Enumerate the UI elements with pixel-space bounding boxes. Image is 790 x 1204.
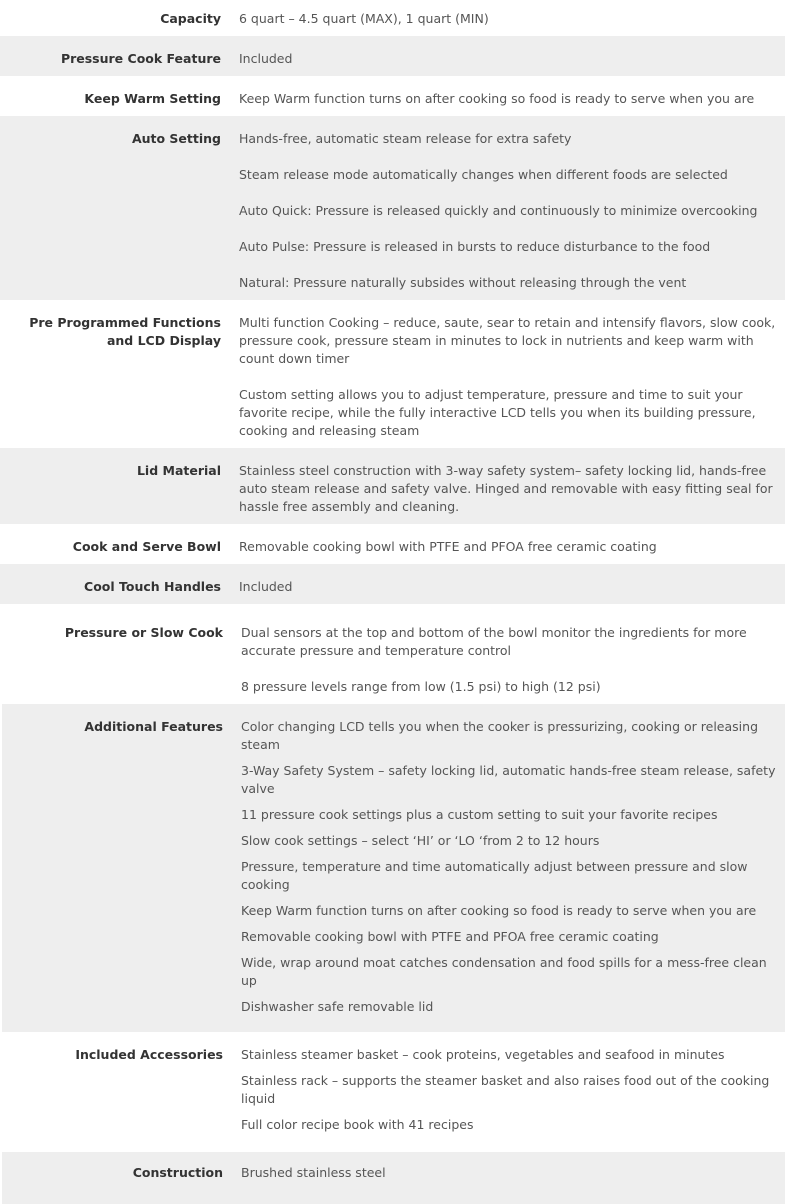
spec-value-text: Pressure, temperature and time automatically adjust between pressure and slow cooking	[241, 859, 748, 892]
spec-value-text: Stainless steel construction with 3-way safety system– safety locking lid, hands-free auto steam release and safety valve. Hinged and removable with easy fitting seal for hassle free assembly and cleaning.	[239, 463, 773, 514]
spec-value	[239, 130, 787, 292]
spec-value-text: 11 pressure cook settings plus a custom setting to suit your favorite recipes	[241, 807, 718, 822]
spec-value	[241, 1164, 786, 1182]
spec-value-text: Dishwasher safe removable lid	[241, 999, 434, 1014]
spec-value-text: Included	[239, 579, 293, 594]
spec-row-capacity	[0, 0, 785, 36]
spec-value-text: 3-Way Safety System – safety locking lid, automatic hands-free steam release, safety valve	[241, 763, 776, 796]
spec-label: Lid Material	[136, 463, 221, 478]
spec-label: Keep Warm Setting	[84, 91, 221, 106]
spec-value-text: Brushed stainless steel	[241, 1165, 386, 1180]
spec-value	[239, 90, 787, 108]
spec-value-text: Wide, wrap around moat catches condensation and food spills for a mess-free clean up	[241, 955, 767, 988]
spec-value-text: 6 quart – 4.5 quart (MAX), 1 quart (MIN)	[239, 11, 489, 26]
spec-label: Included Accessories	[75, 1047, 223, 1062]
spec-value-text: Hands-free, automatic steam release for extra safety	[239, 131, 572, 146]
spec-row-cook-and-serve-bowl	[0, 524, 785, 564]
spec-label: Additional Features	[84, 719, 223, 734]
spec-row-keep-warm-setting	[0, 76, 785, 116]
spec-value	[239, 578, 787, 596]
spec-row-lid-material	[0, 448, 785, 524]
spec-label: Construction	[132, 1165, 223, 1180]
spec-row-construction	[2, 1152, 785, 1204]
spec-value	[239, 462, 787, 516]
spec-value-text: Color changing LCD tells you when the cooker is pressurizing, cooking or releasing steam	[241, 719, 758, 752]
spec-value-text: Auto Quick: Pressure is released quickly and continuously to minimize overcooking	[239, 203, 758, 218]
spec-label: Capacity	[160, 11, 221, 26]
spec-value-text: Stainless rack – supports the steamer basket and also raises food out of the cooking liquid	[241, 1073, 770, 1106]
spec-value	[239, 538, 787, 556]
spec-value-text: Dual sensors at the top and bottom of the bowl monitor the ingredients for more accurate pressure and temperature control	[241, 625, 747, 658]
spec-row-pre-programmed-functions	[0, 300, 785, 448]
spec-value-text: Removable cooking bowl with PTFE and PFOA free ceramic coating	[241, 929, 659, 944]
spec-label: Auto Setting	[131, 131, 221, 146]
spec-value	[239, 10, 787, 28]
spec-label: Pressure Cook Feature	[60, 51, 221, 66]
spec-label: Cool Touch Handles	[84, 579, 221, 594]
spec-value-text: Removable cooking bowl with PTFE and PFOA free ceramic coating	[239, 539, 657, 554]
spec-value-text: Keep Warm function turns on after cooking so food is ready to serve when you are	[241, 903, 757, 918]
spec-value-text: 8 pressure levels range from low (1.5 psi) to high (12 psi)	[241, 679, 601, 694]
spec-value	[241, 1046, 786, 1134]
spec-row-auto-setting	[0, 116, 785, 300]
spec-row-included-accessories	[0, 1032, 785, 1152]
spec-row-pressure-cook-feature	[0, 36, 785, 76]
spec-value-text: Steam release mode automatically changes when different foods are selected	[239, 167, 728, 182]
spec-value	[239, 314, 787, 440]
spec-value	[241, 624, 786, 696]
spec-label: Cook and Serve Bowl	[72, 539, 221, 554]
spec-row-additional-features	[2, 704, 785, 1032]
spec-value-text: Auto Pulse: Pressure is released in bursts to reduce disturbance to the food	[239, 239, 711, 254]
spec-value-text: Slow cook settings – select ‘HI’ or ‘LO ‘from 2 to 12 hours	[241, 833, 600, 848]
spec-row-pressure-or-slow-cook	[0, 604, 785, 704]
spec-label: Pressure or Slow Cook	[64, 625, 223, 640]
spec-value-text: Full color recipe book with 41 recipes	[241, 1117, 474, 1132]
spec-value-text: Stainless steamer basket – cook proteins, vegetables and seafood in minutes	[241, 1047, 725, 1062]
spec-value-text: Keep Warm function turns on after cooking so food is ready to serve when you are	[239, 91, 755, 106]
spec-value	[239, 50, 787, 68]
spec-value-text: Custom setting allows you to adjust temperature, pressure and time to suit your favorite recipe, while the fully interactive LCD tells you when its building pressure, cooking and releasing steam	[239, 387, 756, 438]
spec-row-cool-touch-handles	[0, 564, 785, 604]
spec-label: Pre Programmed Functions and LCD Display	[29, 315, 221, 348]
spec-value-text: Natural: Pressure naturally subsides without releasing through the vent	[239, 275, 687, 290]
spec-value-text: Multi function Cooking – reduce, saute, sear to retain and intensify flavors, slow cook, pressure cook, pressure steam in minutes to lock in nutrients and keep warm with count down timer	[239, 315, 776, 366]
spec-value-text: Included	[239, 51, 293, 66]
spec-value	[241, 718, 786, 1016]
